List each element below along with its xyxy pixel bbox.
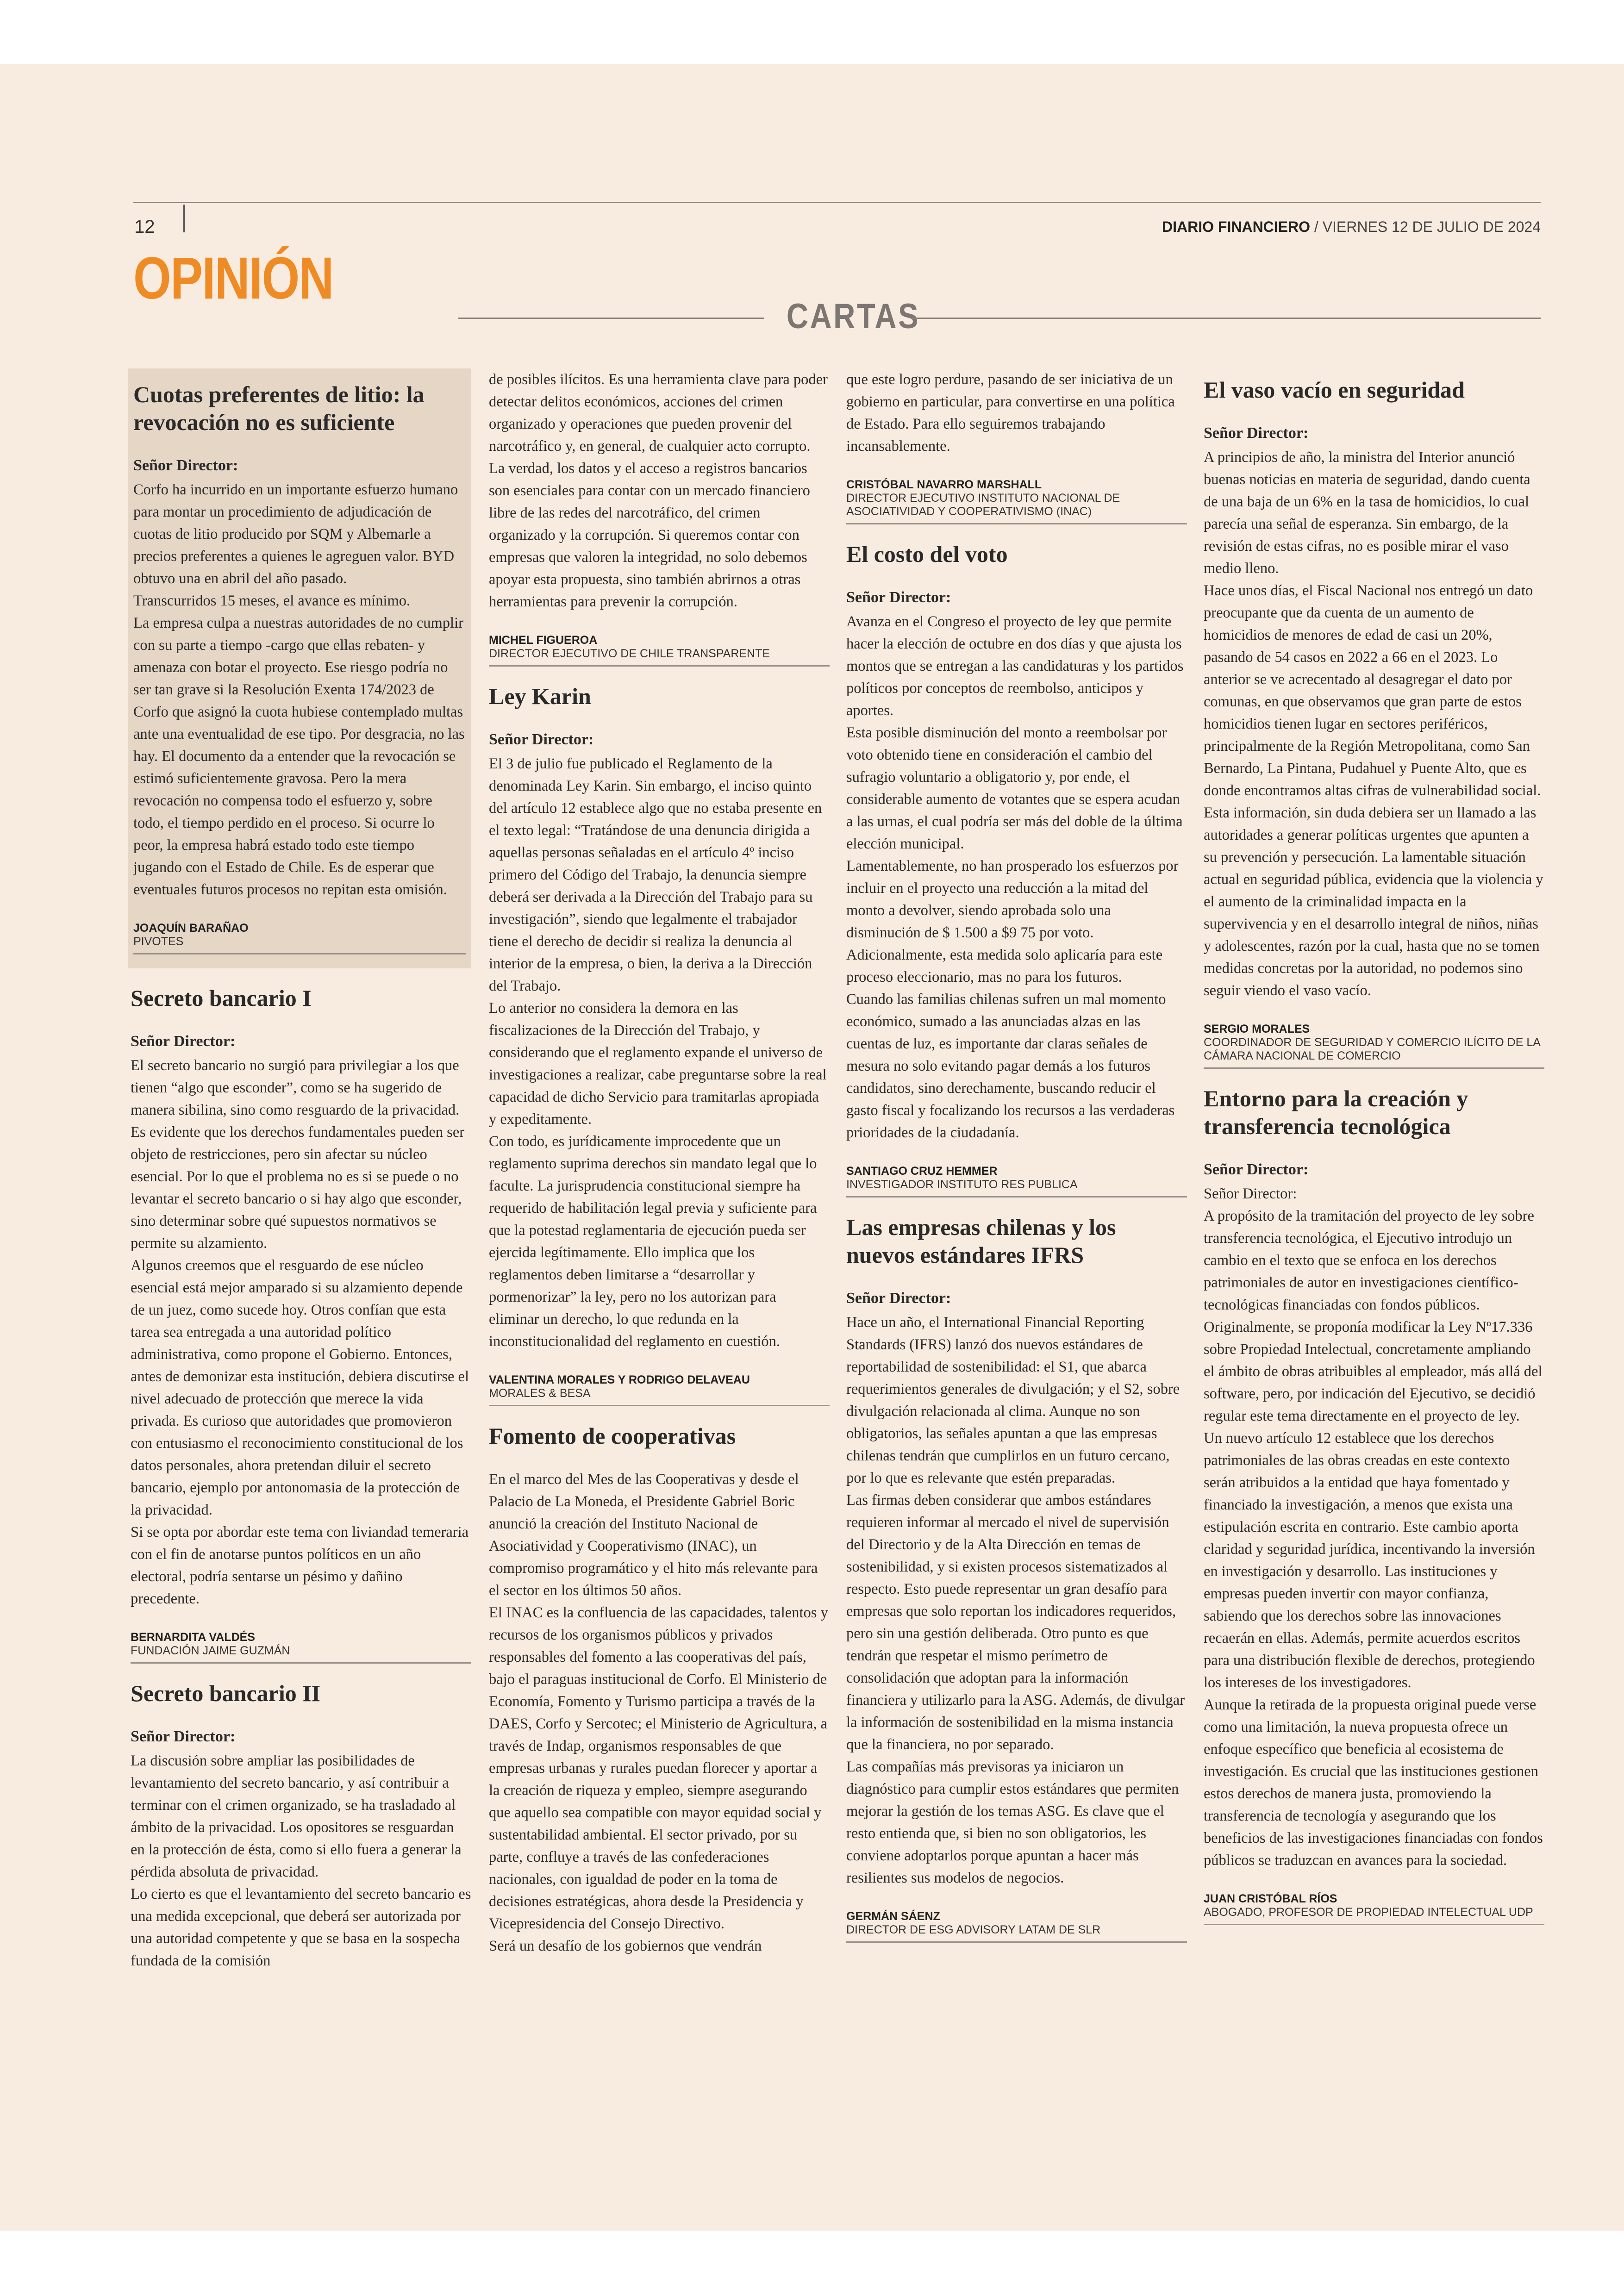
author-name: VALENTINA MORALES Y RODRIGO DELAVEAU xyxy=(489,1373,750,1386)
letter-paragraph: La discusión sobre ampliar las posibilidades de levantamiento del secreto bancario, y así contribuir a terminar con el crimen organizado, se ha trasladado al ámbito de la privacidad. Los opositores se resguardan en la protección de ésta, como si ello fuera a generar la pérdida absoluta de privacidad. xyxy=(131,1752,462,1880)
letter-paragraph: Lamentablemente, no han prosperado los esfuerzos por incluir en el proyecto una reducción a la mitad del monto a devolver, siendo aprobada solo una disminución de $ 1.500 a $9 75 por voto. Adicionalmente, esta medida solo aplicaría para este proceso eleccionario, mas no para los futuros. xyxy=(846,858,1179,985)
author-affiliation: DIRECTOR EJECUTIVO DE CHILE TRANSPARENTE xyxy=(489,647,770,660)
author-affiliation: DIRECTOR DE ESG ADVISORY LATAM DE SLR xyxy=(846,1923,1101,1936)
letter xyxy=(131,1679,471,1972)
author-name: CRISTÓBAL NAVARRO MARSHALL xyxy=(846,478,1042,491)
letter-salutation: Señor Director: xyxy=(131,1728,236,1745)
letter-paragraph: Lo cierto es que el levantamiento del secreto bancario es una medida excepcional, que deberá ser autorizada por una autoridad competente y que se basa en la sospecha fundada de la comisión xyxy=(131,1886,471,1969)
letter-salutation: Señor Director: xyxy=(489,731,594,748)
letter-signature xyxy=(489,1373,830,1406)
letter-title: El vaso vacío en seguridad xyxy=(1204,377,1465,403)
letter-title: Entorno para la creación y transferencia tecnológica xyxy=(1204,1085,1468,1139)
letter-paragraph: Corfo ha incurrido en un importante esfuerzo humano para montar un procedimiento de adjudicación de cuotas de litio producido por SQM y Albemarle a precios preferentes a quienes le agreguen valor. BYD obtuvo una en abril del año pasado. xyxy=(133,481,458,587)
letter-title: Cuotas preferentes de litio: la revocación no es suficiente xyxy=(133,381,425,435)
letter xyxy=(128,368,471,968)
column-2 xyxy=(489,368,830,1973)
page-number: 12 xyxy=(134,217,155,237)
letter-paragraph: El 3 de julio fue publicado el Reglamento de la denominada Ley Karin. Sin embargo, el inciso quinto del artículo 12 establece algo que no estaba presente en el texto legal: “Tratándose de una denuncia dirigida a aquellas personas señaladas en el artículo 4º inciso primero del Código del Trabajo, la denuncia siempre deberá ser derivada a la Dirección del Trabajo para su investigación”, siendo que legalmente el trabajador tiene el derecho de decidir si realiza la denuncia al interior de la empresa, o bien, la deriva a la Dirección del Trabajo. xyxy=(489,755,822,994)
issue-date: / VIERNES 12 DE JULIO DE 2024 xyxy=(1310,218,1541,235)
author-affiliation: INVESTIGADOR INSTITUTO RES PUBLICA xyxy=(846,1178,1078,1191)
subsection-header xyxy=(458,296,1541,338)
letter-salutation: Señor Director: xyxy=(1204,1161,1309,1178)
letter-title: Las empresas chilenas y los nuevos estándares IFRS xyxy=(846,1214,1116,1268)
subsection-title: CARTAS xyxy=(786,297,920,336)
letter xyxy=(1204,1085,1544,1925)
letter-paragraph: Si se opta por abordar este tema con liviandad temeraria con el fin de anotarse puntos políticos en un año electoral, podría sentarse un pésimo y dañino precedente. xyxy=(131,1524,469,1607)
author-name: GERMÁN SÁENZ xyxy=(846,1910,940,1923)
letter-paragraph: Con todo, es jurídicamente improcedente que un reglamento suprima derechos sin mandato legal que lo faculte. La jurisprudencia constitucional siempre ha requerido de habilitación legal previa y suficiente para que la potestad reglamentaria de ejecución pueda ser ejercida legítimamente. Ello implica que los reglamentos deben limitarse a “desarrollar y pormenorizar” la ley, pero no los autorizan para eliminar un derecho, lo que redunda en la inconstitucionalidad del reglamento en cuestión. xyxy=(489,1133,817,1350)
letter-paragraph: Esta posible disminución del monto a reembolsar por voto obtenido tiene en consideración el cambio del sufragio voluntario a obligatorio y, por ende, el considerable aumento de votantes que se espera acudan a las urnas, el cual podría ser más del doble de la última elección municipal. xyxy=(846,724,1183,852)
column-1 xyxy=(131,368,471,1988)
author-affiliation: MORALES & BESA xyxy=(489,1387,591,1400)
letter-paragraph: Transcurridos 15 meses, el avance es mínimo. xyxy=(133,592,411,609)
letter-paragraph: El INAC es la confluencia de las capacidades, talentos y recursos de los organismos públicos y privados responsables del fomento a las cooperativas del país, bajo el paraguas institucional de Corfo. El Ministerio de Economía, Fomento y Turismo participa a través de la DAES, Corfo y Sercotec; el Ministerio de Agricultura, a través de Indap, organismos responsables de que empresas urbanas y rurales puedan florecer y aportar a la creación de riqueza y empleo, siempre asegurando que aquello sea compatible con mayor equidad social y sustentabilidad ambiental. El sector privado, por su parte, confluye a través de las confederaciones nacionales, con igualdad de poder en la toma de decisiones estratégicas, ahora desde la Presidencia y Vicepresidencia del Consejo Directivo. xyxy=(489,1604,828,1932)
letter xyxy=(489,368,830,667)
letter-title: Ley Karin xyxy=(489,683,591,709)
letter-paragraph: Avanza en el Congreso el proyecto de ley que permite hacer la elección de octubre en dos días y que ajusta los montos que se entregan a las candidaturas y los partidos políticos por conceptos de reembolso, anticipos y aportes. xyxy=(846,613,1184,719)
column-3 xyxy=(846,368,1187,1958)
subsection-rule-left xyxy=(458,318,764,319)
letter-paragraph: Esta información, sin duda debiera ser un llamado a las autoridades a generar políticas urgentes que apunten a su prevención y persecución. La lamentable situación actual en seguridad pública, evidencia que la violencia y el aumento de la criminalidad impacta en la supervivencia y en el desarrollo integral de niños, niñas y adolescentes, razón por la cual, hasta que no se tomen medidas concretas por la autoridad, no podemos sino seguir viendo el vaso vacío. xyxy=(1204,804,1543,999)
letter-paragraph: Será un desafío de los gobiernos que vendrán xyxy=(489,1938,762,1954)
letter-signature xyxy=(489,633,830,667)
letter-paragraph: A propósito de la tramitación del proyecto de ley sobre transferencia tecnológica, el Ejecutivo introdujo un cambio en el texto que se enfoca en los derechos patrimoniales de autor en investigaciones científico-tecnológicas financiadas con fondos públicos. Originalmente, se proponía modificar la Ley Nº17.336 sobre Propiedad Intelectual, concretamente ampliando el ámbito de obras atribuibles al empleador, más allá del software, pero, por indicación del Ejecutivo, se decidió regular este tema directamente en el proyecto de ley. xyxy=(1204,1208,1543,1424)
letter-paragraph: que este logro perdure, pasando de ser iniciativa de un gobierno en particular, para convertirse en una política de Estado. Para ello seguiremos trabajando incansablemente. xyxy=(846,371,1175,455)
author-affiliation: DIRECTOR EJECUTIVO INSTITUTO NACIONAL DE ASOCIATIVIDAD Y COOPERATIVISMO (INAC) xyxy=(846,492,1120,518)
page-number-divider xyxy=(183,205,185,232)
letter-signature xyxy=(846,1909,1187,1943)
letter-paragraph: Aunque la retirada de la propuesta original puede verse como una limitación, la nueva propuesta ofrece un enfoque específico que beneficia al ecosistema de investigación. Es crucial que las instituciones gestionen estos derechos de manera justa, promoviendo la transferencia de tecnología y asegurando que los beneficios de las investigaciones financiadas con fondos públicos se traduzcan en avances para la sociedad. xyxy=(1204,1696,1543,1869)
letter-salutation: Señor Director: xyxy=(846,589,951,606)
author-affiliation: PIVOTES xyxy=(133,935,184,948)
section-title: OPINIÓN xyxy=(133,245,333,312)
letter-paragraph: Algunos creemos que el resguardo de ese núcleo esencial está mejor amparado si su alzamiento depende de un juez, como sucede hoy. Otros confían que esta tarea sea entregada a una autoridad político administrativa, como propone el Gobierno. Entonces, antes de demonizar esta institución, debiera discutirse el nivel adecuado de protección que merece la vida privada. Es curioso que autoridades que promovieron con entusiasmo el reconocimiento constitucional de los datos personales, ahora pretendan diluir el secreto bancario, ejemplo por antonomasia de la protección de la privacidad. xyxy=(131,1257,469,1518)
letter-salutation: Señor Director: xyxy=(1204,424,1309,442)
author-affiliation: FUNDACIÓN JAIME GUZMÁN xyxy=(131,1644,290,1657)
newspaper-name: DIARIO FINANCIERO xyxy=(1162,218,1311,235)
column-4 xyxy=(1204,368,1544,1941)
letter-paragraph: Un nuevo artículo 12 establece que los derechos patrimoniales de las obras creadas en este contexto serán atribuidos a la entidad que haya fomentado y financiado la investigación, a menos que exista una estipulación escrita en contrario. Este cambio aporta claridad y seguridad jurídica, incentivando la inversión en investigación y desarrollo. Las instituciones y empresas pueden invertir con mayor confianza, sabiendo que los derechos sobre las innovaciones recaerán en ellas. Además, permite acuerdos escritos para una distribución flexible de derechos, protegiendo los intereses de los investigadores. xyxy=(1204,1430,1535,1691)
author-name: JOAQUÍN BARAÑAO xyxy=(133,922,249,935)
header-rule xyxy=(133,202,1541,203)
author-name: BERNARDITA VALDÉS xyxy=(131,1631,255,1644)
letter-signature xyxy=(846,478,1187,524)
author-affiliation: COORDINADOR DE SEGURIDAD Y COMERCIO ILÍCITO DE LA CÁMARA NACIONAL DE COMERCIO xyxy=(1204,1036,1540,1062)
letter-signature xyxy=(133,921,466,954)
letter-paragraph: A principios de año, la ministra del Interior anunció buenas noticias en materia de seguridad, dando cuenta de una baja de un 6% en la tasa de homicidios, lo cual parecía una señal de esperanza. Sin embargo, de la revisión de estas cifras, no es posible mirar el vaso medio lleno. xyxy=(1204,449,1530,577)
masthead xyxy=(1162,218,1541,236)
letter-signature xyxy=(1204,1892,1544,1925)
letter-title: Fomento de cooperativas xyxy=(489,1423,736,1449)
letter xyxy=(1204,376,1544,1069)
letter-title: Secreto bancario I xyxy=(131,985,312,1011)
letter-paragraph: Las compañías más previsoras ya iniciaron un diagnóstico para cumplir estos estándares que permiten mejorar la gestión de los temas ASG. Es clave que el resto entienda que, si bien no son obligatorios, les conviene adoptarlos porque apuntan a hacer más resilientes sus modelos de negocios. xyxy=(846,1759,1179,1886)
letter-paragraph: de posibles ilícitos. Es una herramienta clave para poder detectar delitos económicos, acciones del crimen organizado y operaciones que pueden provenir del narcotráfico y, en general, de cualquier acto corrupto. xyxy=(489,371,828,455)
letter xyxy=(846,540,1187,1197)
letter xyxy=(846,1213,1187,1943)
letter-title: Secreto bancario II xyxy=(131,1680,321,1706)
letter-signature xyxy=(131,1630,471,1664)
letter-signature xyxy=(1204,1022,1544,1069)
letter-paragraph: En el marco del Mes de las Cooperativas y desde el Palacio de La Moneda, el Presidente Gabriel Boric anunció la creación del Instituto Nacional de Asociatividad y Cooperativismo (INAC), un compromiso programático y el hito más relevante para el sector en los últimos 50 años. xyxy=(489,1471,818,1599)
letter-paragraph: La empresa culpa a nuestras autoridades de no cumplir con su parte a tiempo -cargo que ellas rebaten- y amenaza con botar el proyecto. Ese riesgo podría no ser tan grave si la Resolución Exenta 174/2023 de Corfo que asignó la cuota hubiese contemplado multas ante una eventualidad de ese tipo. Por desgracia, no las hay. El documento da a entender que la revocación se estimó suficientemente gravosa. Pero la mera revocación no compensa todo el esfuerzo y, sobre todo, el tiempo perdido en el proceso. Si ocurre lo peor, la empresa habrá estado todo este tiempo jugando con el Estado de Chile. Es de esperar que eventuales futuros procesos no repitan esta omisión. xyxy=(133,615,465,898)
letter-paragraph: Cuando las familias chilenas sufren un mal momento económico, sumado a las anunciadas alzas en las cuentas de luz, es importante dar claras señales de mesura no solo evitando pagar demás a los futuros candidatos, sino derechamente, buscando reducir el gasto fiscal y focalizando los recursos a las verdaderas prioridades de la ciudadanía. xyxy=(846,991,1175,1141)
author-name: MICHEL FIGUEROA xyxy=(489,634,598,647)
letter-paragraph: Señor Director: xyxy=(1204,1185,1297,1202)
author-name: SANTIAGO CRUZ HEMMER xyxy=(846,1165,998,1178)
author-affiliation: ABOGADO, PROFESOR DE PROPIEDAD INTELECTUAL UDP xyxy=(1204,1906,1533,1919)
letter xyxy=(846,368,1187,524)
letter-signature xyxy=(846,1164,1187,1197)
letter xyxy=(131,984,471,1664)
letter-paragraph: El secreto bancario no surgió para privilegiar a los que tienen “algo que esconder”, como se ha sugerido de manera sibilina, sino como resguardo de la privacidad. Es evidente que los derechos fundamentales pueden ser objeto de restricciones, pero sin afectar su núcleo esencial. Por lo que el problema no es si se puede o no levantar el secreto bancario o si hay algo que esconder, sino determinar sobre qué supuestos normativos se permite su alzamiento. xyxy=(131,1057,465,1252)
author-name: JUAN CRISTÓBAL RÍOS xyxy=(1204,1892,1337,1905)
letter-paragraph: Hace unos días, el Fiscal Nacional nos entregó un dato preocupante que da cuenta de un aumento de homicidios de menores de edad de casi un 20%, pasando de 54 casos en 2022 a 66 en el 2023. Lo anterior se ve acrecentado al desagregar el dato por comunas, en que observamos que gran parte de estos homicidios tienen lugar en sectores periféricos, principalmente de la Región Metropolitana, como San Bernardo, La Pintana, Pudahuel y Puente Alto, que es donde encontramos altas cifras de vulnerabilidad social. xyxy=(1204,582,1541,799)
letter xyxy=(489,1422,830,1957)
letter-title: El costo del voto xyxy=(846,541,1008,567)
letter-paragraph: Hace un año, el International Financial Reporting Standards (IFRS) lanzó dos nuevos estándares de reportabilidad de sostenibilidad: el S1, que abarca requerimientos generales de divulgación; y el S2, sobre divulgación relacionada al clima. Aunque no son obligatorios, las señales apuntan a que las empresas chilenas tendrán que cumplirlos en un futuro cercano, por lo que es relevante que estén preparadas. xyxy=(846,1314,1180,1486)
letter-salutation: Señor Director: xyxy=(846,1290,951,1307)
letter-salutation: Señor Director: xyxy=(131,1033,236,1050)
letter-paragraph: Las firmas deben considerar que ambos estándares requieren informar al mercado el nivel de supervisión del Directorio y de la Alta Dirección en temas de sostenibilidad, y si existen procesos sistematizados al respecto. Esto puede representar un gran desafío para empresas que solo reportan los indicadores requeridos, pero sin una gestión deliberada. Otro punto es que tendrán que respetar el mismo perímetro de consolidación que adoptan para la información financiera y utilizarlo para la ASG. Además, de divulgar la información de sostenibilidad en la misma instancia que la financiera, no por separado. xyxy=(846,1492,1185,1753)
letter-paragraph: Lo anterior no considera la demora en las fiscalizaciones de la Dirección del Trabajo, y considerando que el reglamento expande el universo de investigaciones a realizar, cabe preguntarse sobre la real capacidad de dicho Servicio para tramitarlas apropiada y expeditamente. xyxy=(489,1000,827,1128)
letter-paragraph: La verdad, los datos y el acceso a registros bancarios son esenciales para contar con un mercado financiero libre de las redes del narcotráfico, del crimen organizado y la corrupción. Si queremos contar con empresas que valoren la integridad, no solo debemos apoyar esta propuesta, sino también abrirnos a otras herramientas para prevenir la corrupción. xyxy=(489,460,810,610)
letter-salutation: Señor Director: xyxy=(133,457,238,474)
author-name: SERGIO MORALES xyxy=(1204,1023,1310,1035)
subsection-rule-right xyxy=(912,318,1541,319)
letter xyxy=(489,682,830,1406)
